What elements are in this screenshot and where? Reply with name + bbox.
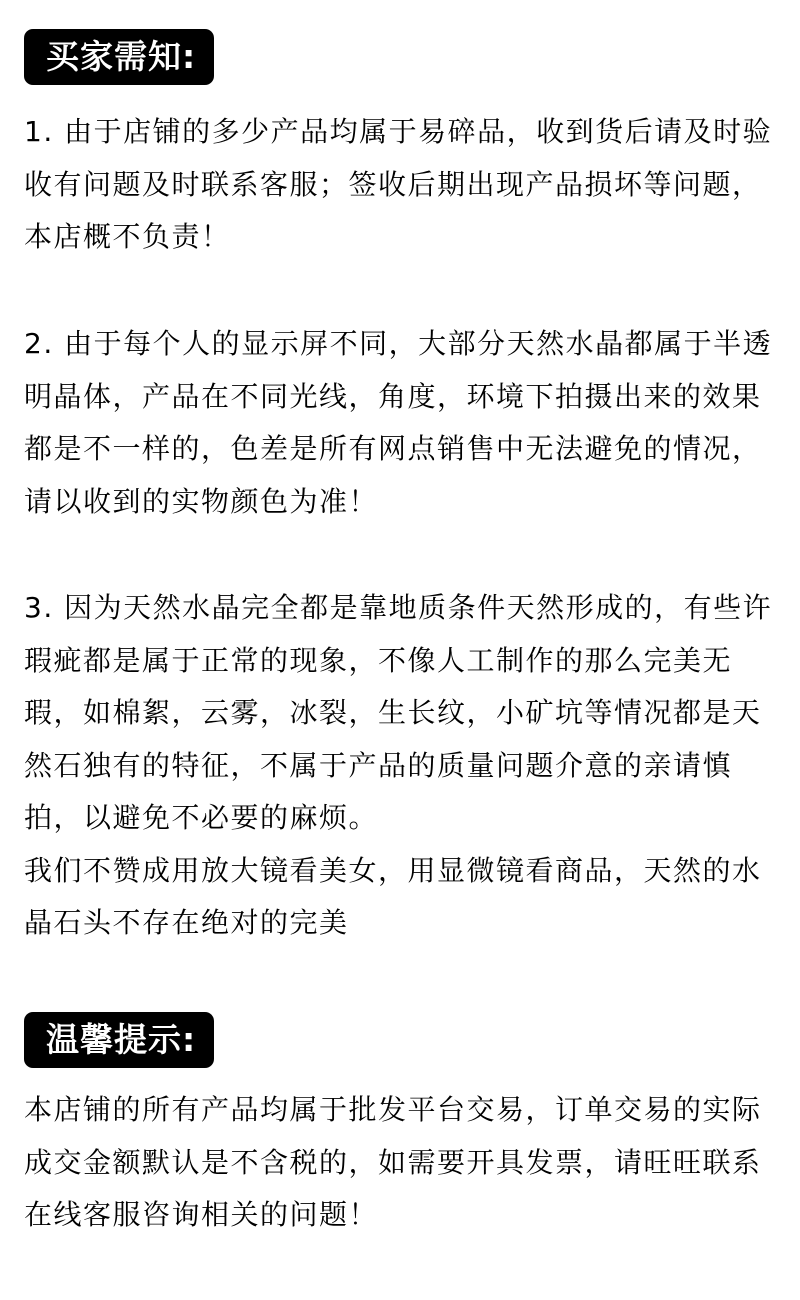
notice-item-natural-flaws-text: 3. 因为天然水晶完全都是靠地质条件天然形成的，有些许瑕疵都是属于正常的现象，不像人工制作的那么完美无瑕，如棉絮，云雾，冰裂，生长纹，小矿坑等情况都是天然石独有的特征，不属于产品的质量问题介意的亲请慎拍，以避免不必要的麻烦。 (24, 591, 773, 834)
warm-tips-text: 本店铺的所有产品均属于批发平台交易，订单交易的实际成交金额默认是不含税的，如需要开具发票，请旺旺联系在线客服咨询相关的问题！ (24, 1093, 762, 1231)
notice-item-natural-flaws-extra: 我们不赞成用放大镜看美女，用显微镜看商品，天然的水晶石头不存在绝对的完美 (24, 853, 762, 939)
notice-item-natural-flaws (24, 582, 776, 950)
warm-tips-heading: 温馨提示: (24, 1012, 214, 1068)
notice-item-fragile: 1. 由于店铺的多少产品均属于易碎品，收到货后请及时验收有问题及时联系客服；签收后期出现产品损坏等问题，本店概不负责！ (24, 115, 773, 253)
buyer-notice-heading: 买家需知: (24, 29, 214, 85)
notice-item-color-difference: 2. 由于每个人的显示屏不同，大部分天然水晶都属于半透明晶体，产品在不同光线，角度，环境下拍摄出来的效果都是不一样的，色差是所有网点销售中无法避免的情况，请以收到的实物颜色为准！ (24, 327, 773, 518)
